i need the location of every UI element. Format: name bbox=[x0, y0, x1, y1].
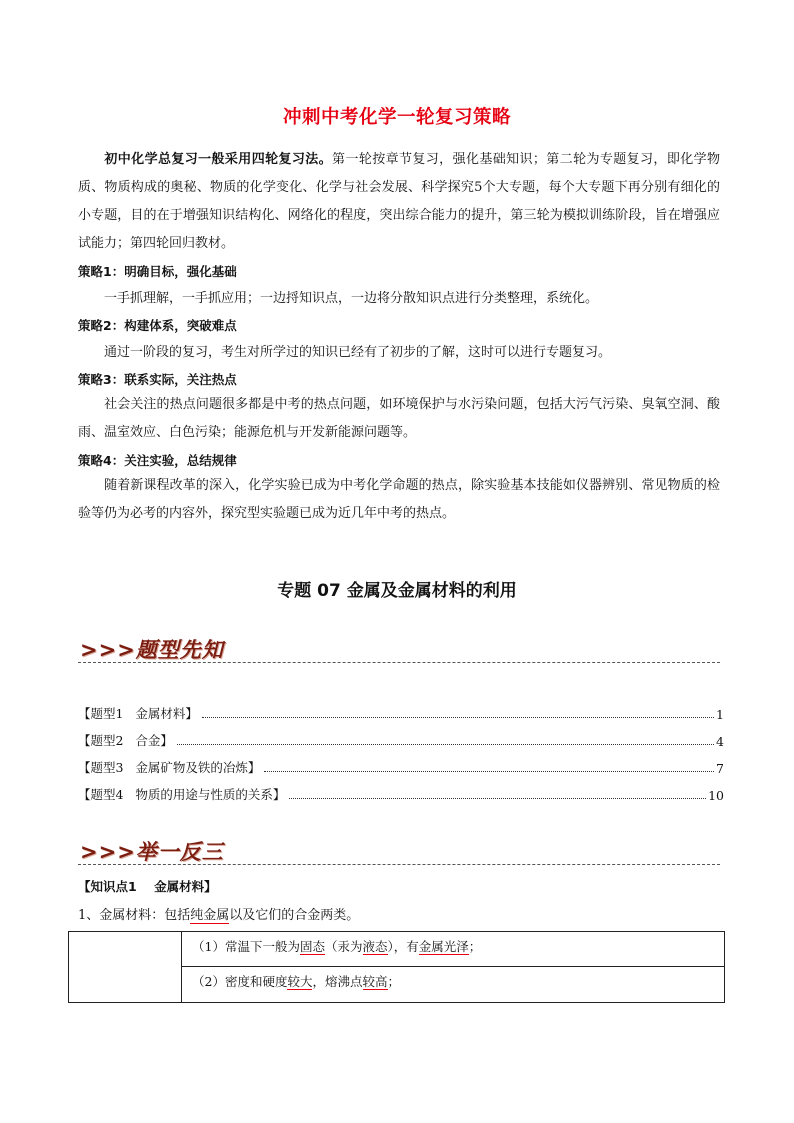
knowledge-point-heading: 【知识点1 金属材料】 bbox=[78, 879, 217, 894]
toc-label: 【题型4 物质的用途与性质的关系】 bbox=[78, 787, 286, 802]
banner-divider bbox=[78, 864, 720, 865]
intro-paragraph bbox=[78, 146, 720, 258]
strategy-2-body: 通过一阶段的复习，考生对所学过的知识已经有了初步的了解，这时可以进行专题复习。 bbox=[104, 345, 612, 360]
toc-leader bbox=[264, 770, 714, 772]
strategy-1-heading: 策略1：明确目标，强化基础 bbox=[78, 264, 237, 279]
row-text: ），有 bbox=[387, 939, 419, 954]
row-underlined: 金属光泽 bbox=[418, 939, 469, 954]
toc-row[interactable] bbox=[78, 783, 724, 803]
kp-line-suffix: 以及它们的合金两类。 bbox=[229, 908, 360, 923]
row-text: （汞为 bbox=[324, 939, 363, 954]
toc-leader bbox=[289, 797, 706, 799]
intro-text: 第一轮按章节复习，强化基础知识；第二轮为专题复习，即化学物质、物质构成的奥秘、物质的化学变化、化学与社会发展、科学探究5个大专题，每个大专题下再分别有细化的小专题，目的在于增强知识结构化、网络化的程度，突出综合能力的提升，第三轮为模拟训练阶段，旨在增强应试能力；第四轮回归教材。 bbox=[78, 152, 720, 251]
row-text: ，熔沸点 bbox=[312, 974, 363, 989]
toc-row[interactable] bbox=[78, 729, 724, 749]
row-underlined: 较大 bbox=[287, 974, 313, 989]
toc-page: 4 bbox=[716, 734, 724, 749]
strategy-4-body: 随着新课程改革的深入，化学实验已成为中考化学命题的热点，除实验基本技能如仪器辨别、常见物质的检验等仍为必考的内容外，探究型实验题已成为近几年中考的热点。 bbox=[78, 478, 720, 521]
strategy-1-body: 一手抓理解，一手抓应用；一边捋知识点，一边将分散知识点进行分类整理，系统化。 bbox=[104, 291, 599, 306]
toc-leader bbox=[202, 716, 714, 718]
banner-divider bbox=[78, 662, 720, 663]
table-row bbox=[182, 932, 724, 967]
strategy-4-body-wrap bbox=[78, 472, 720, 528]
page-title: 冲刺中考化学一轮复习策略 bbox=[282, 107, 511, 128]
knowledge-point-line bbox=[78, 904, 359, 923]
properties-table bbox=[68, 931, 725, 1003]
row-text: （2）密度和硬度 bbox=[192, 974, 288, 989]
row-text: ； bbox=[387, 974, 401, 989]
toc-row[interactable] bbox=[78, 756, 724, 776]
kp-line-prefix: 1、金属材料：包括 bbox=[78, 908, 191, 923]
row-underlined: 液态 bbox=[362, 939, 388, 954]
banner-question-types: >>>题型先知 bbox=[80, 638, 224, 662]
toc-page: 7 bbox=[716, 761, 724, 776]
toc-label: 【题型2 合金】 bbox=[78, 733, 173, 748]
toc-label: 【题型3 金属矿物及铁的冶炼】 bbox=[78, 760, 261, 775]
intro-bold-lead: 初中化学总复习一般采用四轮复习法。 bbox=[104, 152, 333, 167]
strategy-3-body-wrap bbox=[78, 391, 720, 447]
table-label-cell bbox=[69, 932, 182, 1002]
row-underlined: 较高 bbox=[362, 974, 388, 989]
topic-title: 专题 07 金属及金属材料的利用 bbox=[277, 581, 517, 601]
toc-leader bbox=[177, 743, 714, 745]
strategy-3-body: 社会关注的热点问题很多都是中考的热点问题，如环境保护与水污染问题，包括大污气污染、臭氧空洞、酸雨、温室效应、白色污染；能源危机与开发新能源问题等。 bbox=[78, 397, 720, 440]
toc-row[interactable] bbox=[78, 702, 724, 722]
strategy-3-heading: 策略3：联系实际，关注热点 bbox=[78, 372, 237, 387]
kp-line-underlined: 纯金属 bbox=[190, 908, 230, 923]
strategy-4-heading: 策略4：关注实验，总结规律 bbox=[78, 453, 237, 468]
toc-label: 【题型1 金属材料】 bbox=[78, 706, 198, 721]
banner-examples: >>>举一反三 bbox=[80, 840, 224, 864]
row-text: ； bbox=[468, 939, 482, 954]
table-row bbox=[182, 967, 724, 1002]
strategy-2-heading: 策略2：构建体系，突破难点 bbox=[78, 318, 237, 333]
row-text: （1）常温下一般为 bbox=[192, 939, 300, 954]
row-underlined: 固态 bbox=[299, 939, 325, 954]
toc-page: 1 bbox=[716, 707, 724, 722]
toc-page: 10 bbox=[708, 788, 724, 803]
